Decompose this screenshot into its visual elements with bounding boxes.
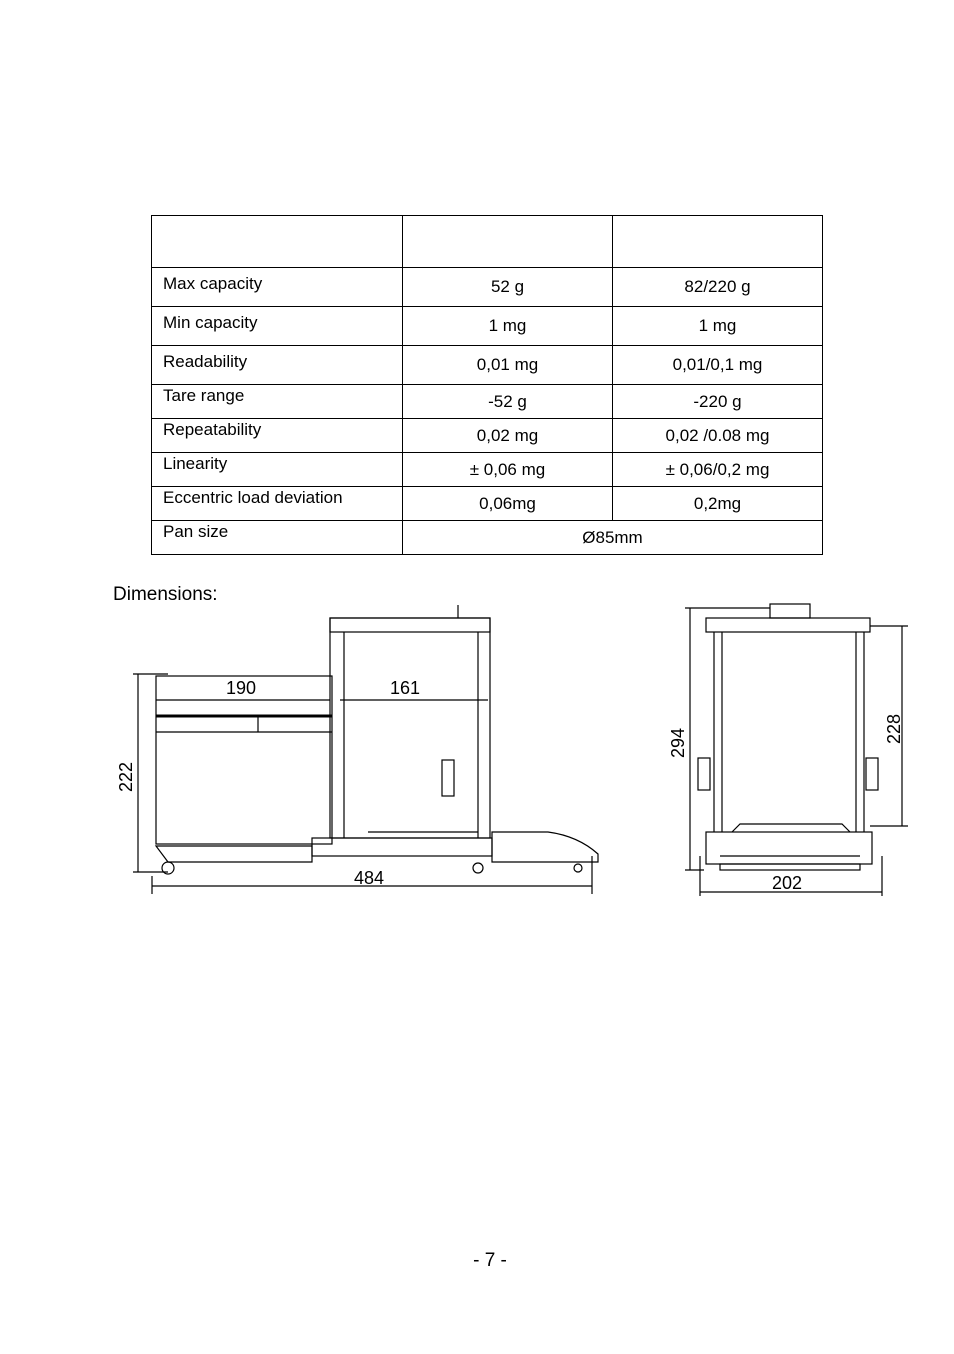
table-row — [152, 346, 823, 385]
header-cell — [403, 216, 613, 268]
value-cell: 0,01 mg — [403, 346, 613, 385]
table-row — [152, 487, 823, 521]
table-row — [152, 419, 823, 453]
value-cell: 1 mg — [613, 307, 823, 346]
table-row — [152, 521, 823, 555]
value-cell: ± 0,06/0,2 mg — [613, 453, 823, 487]
dim-202-label: 202 — [772, 873, 803, 893]
row-label: Linearity — [152, 453, 403, 487]
value-cell: 0,2mg — [613, 487, 823, 521]
value-cell: ± 0,06 mg — [403, 453, 613, 487]
value-cell: 0,06mg — [403, 487, 613, 521]
row-label: Readability — [152, 346, 403, 385]
value-cell: 0,02 /0.08 mg — [613, 419, 823, 453]
dim-161-label: 161 — [390, 678, 421, 698]
table-row — [152, 385, 823, 419]
dim-222-label: 222 — [116, 761, 136, 792]
table-row — [152, 453, 823, 487]
dim-294-label: 294 — [668, 727, 688, 758]
value-cell: 52 g — [403, 268, 613, 307]
dim-484-label: 484 — [354, 868, 385, 888]
dim-228-label: 228 — [884, 713, 904, 744]
merged-value-cell: Ø85mm — [403, 521, 823, 555]
front-view-drawing — [660, 600, 920, 900]
side-view-drawing — [108, 600, 608, 900]
table-header-row — [152, 216, 823, 268]
row-label: Min capacity — [152, 307, 403, 346]
row-label: Pan size — [152, 521, 403, 555]
dimensions-heading: Dimensions: — [113, 584, 218, 605]
row-label: Repeatability — [152, 419, 403, 453]
table-row — [152, 307, 823, 346]
table-row — [152, 268, 823, 307]
value-cell: 1 mg — [403, 307, 613, 346]
dim-190-label: 190 — [226, 678, 257, 698]
header-cell — [613, 216, 823, 268]
header-cell — [152, 216, 403, 268]
value-cell: -52 g — [403, 385, 613, 419]
row-label: Tare range — [152, 385, 403, 419]
value-cell: 82/220 g — [613, 268, 823, 307]
spec-table — [151, 215, 823, 555]
row-label: Eccentric load deviation — [152, 487, 403, 521]
value-cell: -220 g — [613, 385, 823, 419]
page-number: - 7 - — [473, 1250, 507, 1271]
row-label: Max capacity — [152, 268, 403, 307]
value-cell: 0,01/0,1 mg — [613, 346, 823, 385]
value-cell: 0,02 mg — [403, 419, 613, 453]
